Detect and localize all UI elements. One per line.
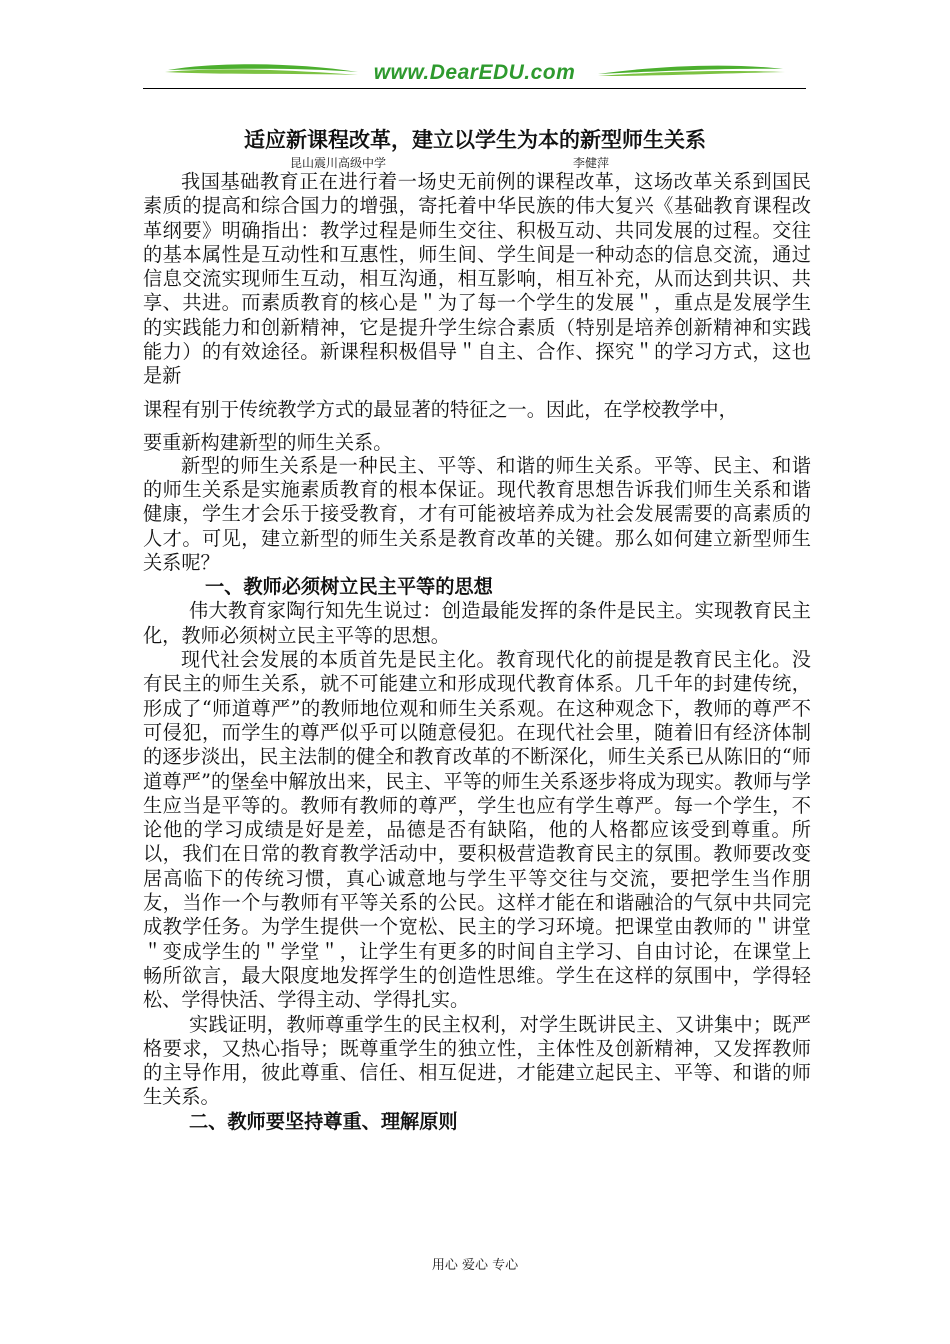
paragraph: 实践证明，教师尊重学生的民主权利，对学生既讲民主、又讲集中；既严格要求，又热心指导；既尊重学生的独立性，主体性及创新精神，又发挥教师的主导作用，彼此尊重、信任、相互促进，才能建立起民主、平等、和谐的师生关系。 xyxy=(143,1012,811,1109)
author-school: 昆山震川高级中学 xyxy=(290,156,387,170)
paragraph: 现代社会发展的本质首先是民主化。教育现代化的前提是教育民主化。没有民主的师生关系，就不可能建立和形成现代教育体系。几千年的封建传统，形成了“师道尊严”的教师地位观和师生关系观。在这种观念下，教师的尊严不可侵犯，而学生的尊严似乎可以随意侵犯。在现代社会里，随着旧有经济体制的逐步淡出，民主法制的健全和教育改革的不断深化，师生关系已从陈旧的“师道尊严”的堡垒中解放出来，民主、平等的师生关系逐步将成为现实。教师与学生应当是平等的。教师有教师的尊严，学生也应有学生尊严。每一个学生，不论他的学习成绩是好是差，品德是否有缺陷，他的人格都应该受到尊重。所以，我们在日常的教育教学活动中，要积极营造教育民主的氛围。教师要改变居高临下的传统习惯，真心诚意地与学生平等交往与交流，要把学生当作朋友，当作一个与教师有平等关系的公民。这样才能在和谐融洽的气氛中共同完成教学任务。为学生提供一个宽松、民主的学习环境。把课堂由教师的＂讲堂＂变成学生的＂学堂＂，让学生有更多的时间自主学习、自由讨论，在课堂上畅所欲言，最大限度地发挥学生的创造性思维。学生在这样的氛围中，学得轻松、学得快活、学得主动、学得扎实。 xyxy=(143,648,811,1012)
page-footer: 用心 爱心 专心 xyxy=(431,1258,519,1273)
page-title: 适应新课程改革，建立以学生为本的新型师生关系 xyxy=(244,127,706,152)
paragraph: 新型的师生关系是一种民主、平等、和谐的师生关系。平等、民主、和谐的师生关系是实施素质教育的根本保证。现代教育思想告诉我们师生关系和谐健康，学生才会乐于接受教育，才有可能被培养成为社会发展需要的高素质的人才。可见，建立新型的师生关系是教育改革的关键。那么如何建立新型师生关系呢？ xyxy=(143,453,811,574)
section-heading: 二、教师要坚持尊重、理解原则 xyxy=(189,1109,458,1133)
author-name: 李健萍 xyxy=(573,156,610,170)
section-heading: 一、教师必须树立民主平等的思想 xyxy=(205,575,493,599)
paragraph: 伟大教育家陶行知先生说过：创造最能发挥的条件是民主。实现教育民主化，教师必须树立民主平等的思想。 xyxy=(143,599,811,647)
article-body xyxy=(143,170,811,1134)
paragraph: 课程有别于传统教学方式的最显著的特征之一。因此，在学校教学中， xyxy=(143,397,738,421)
header-banner xyxy=(143,58,806,92)
paragraph: 要重新构建新型的师生关系。 xyxy=(143,430,393,454)
site-logo-text: www.DearEDU.com xyxy=(373,61,576,84)
header-divider xyxy=(143,88,806,89)
paragraph: 我国基础教育正在进行着一场史无前例的课程改革，这场改革关系到国民素质的提高和综合国力的增强，寄托着中华民族的伟大复兴《基础教育课程改革纲要》明确指出：教学过程是师生交往、积极互动、共同发展的过程。交往的基本属性是互动性和互惠性，师生间、学生间是一种动态的信息交流，通过信息交流实现师生互动，相互沟通，相互影响，相互补充，从而达到共识、共享、共进。而素质教育的核心是＂为了每一个学生的发展＂，重点是发展学生的实践能力和创新精神，它是提升学生综合素质（特别是培养创新精神和实践能力）的有效途径。新课程积极倡导＂自主、合作、探究＂的学习方式，这也是新 xyxy=(143,170,811,388)
